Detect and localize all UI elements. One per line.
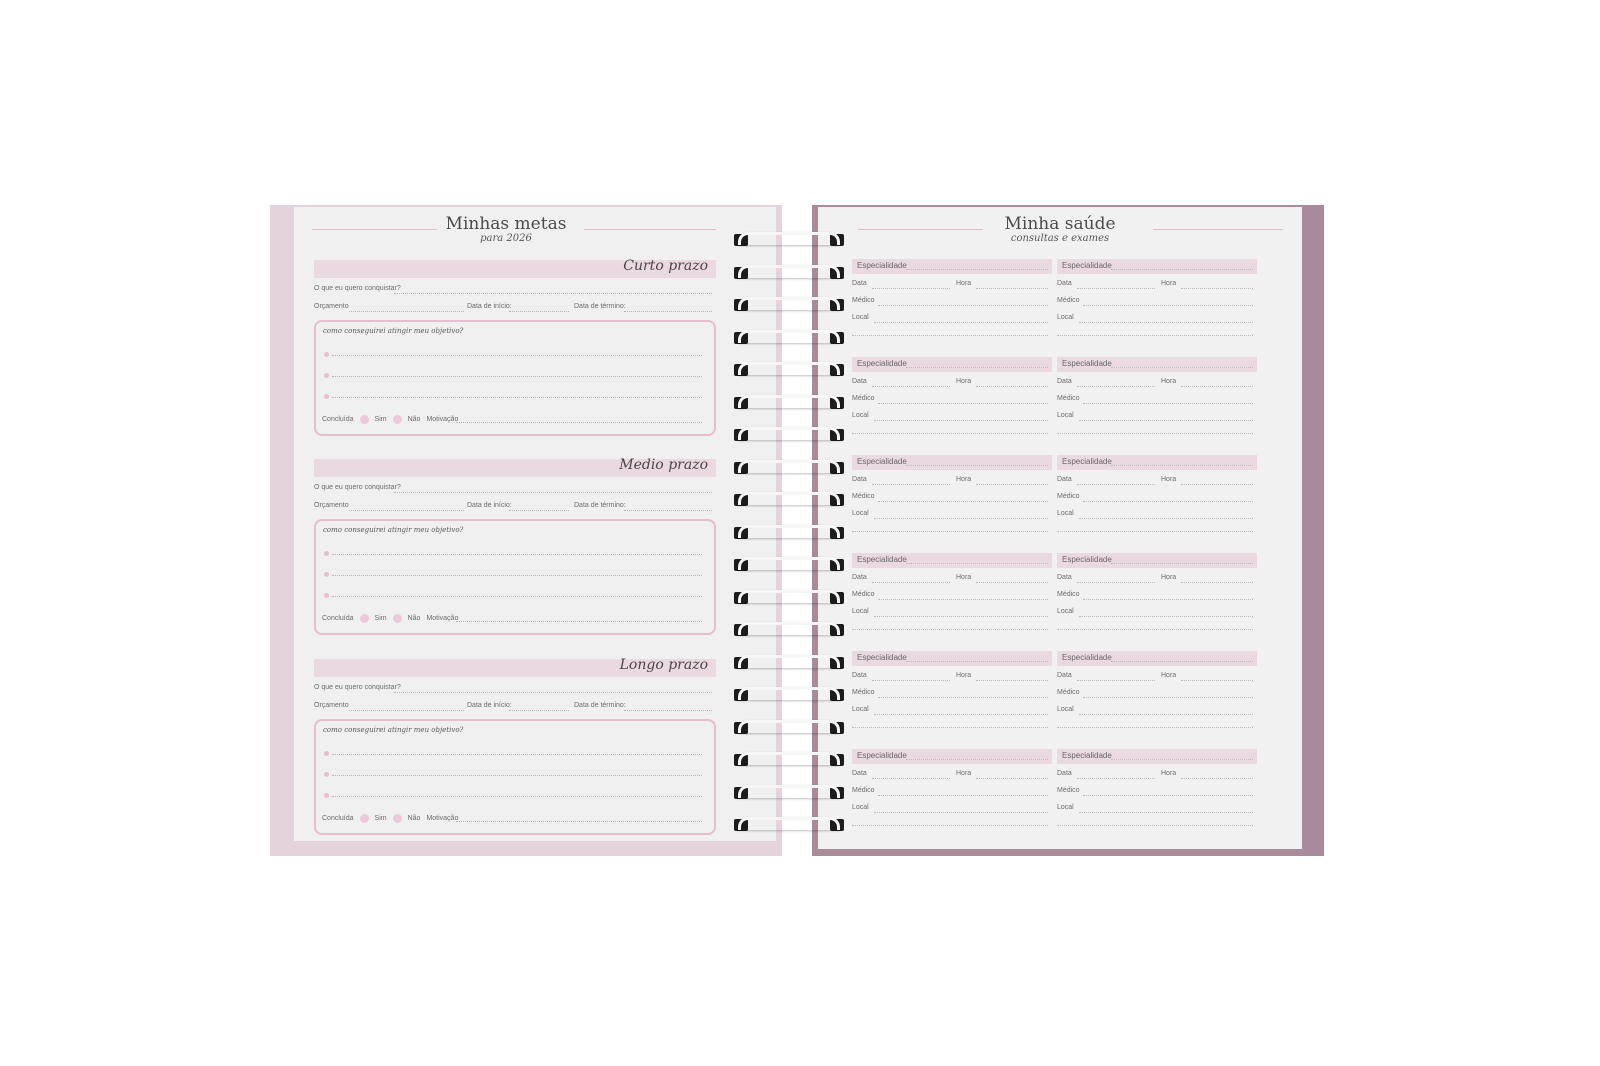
yes-label: Sim <box>374 416 387 423</box>
date-label: Data <box>1057 574 1072 581</box>
specialty-band <box>1057 651 1257 666</box>
specialty-label: Especialidade <box>1062 457 1112 466</box>
time-line[interactable] <box>1181 582 1253 583</box>
specialty-line[interactable] <box>906 465 1048 466</box>
doctor-line[interactable] <box>878 305 1048 306</box>
specialty-label: Especialidade <box>857 653 907 662</box>
doctor-label: Médico <box>852 493 875 500</box>
yes-checkbox[interactable] <box>360 415 369 424</box>
motivation-line[interactable] <box>456 621 702 622</box>
goal-question-line[interactable] <box>394 492 712 493</box>
appointment-card <box>1057 651 1257 741</box>
bullet-icon <box>324 572 329 577</box>
place-line[interactable] <box>1079 322 1253 323</box>
spiral-ring <box>734 525 844 543</box>
plan-line[interactable] <box>332 397 702 398</box>
ring-wire <box>738 590 840 603</box>
doctor-label: Médico <box>852 395 875 402</box>
goal-question-line[interactable] <box>394 692 712 693</box>
appointment-card <box>852 553 1052 643</box>
no-checkbox[interactable] <box>393 614 402 623</box>
doctor-line[interactable] <box>878 403 1048 404</box>
end-date-label: Data de término: <box>574 502 626 509</box>
specialty-band <box>1057 553 1257 568</box>
ring-wire <box>738 460 840 473</box>
specialty-line[interactable] <box>1111 759 1253 760</box>
ring-wire <box>738 525 840 538</box>
plan-box <box>314 320 716 436</box>
date-label: Data <box>1057 770 1072 777</box>
specialty-line[interactable] <box>1111 661 1253 662</box>
spiral-ring <box>734 460 844 478</box>
spiral-ring <box>734 427 844 445</box>
doctor-line[interactable] <box>1083 697 1253 698</box>
spiral-ring <box>734 655 844 673</box>
doctor-label: Médico <box>852 689 875 696</box>
doctor-line[interactable] <box>1083 305 1253 306</box>
place-label: Local <box>852 608 869 615</box>
plan-line[interactable] <box>332 355 702 356</box>
doctor-line[interactable] <box>878 795 1048 796</box>
spiral-ring <box>734 492 844 510</box>
time-label: Hora <box>956 476 972 483</box>
appointment-card <box>852 651 1052 741</box>
goal-question-line[interactable] <box>394 293 712 294</box>
done-label: Concluída <box>322 815 354 822</box>
motivation-label: Motivação <box>426 416 459 423</box>
appointment-card <box>852 455 1052 545</box>
place-label: Local <box>852 314 869 321</box>
specialty-line[interactable] <box>906 759 1048 760</box>
place-label: Local <box>852 510 869 517</box>
start-date-line[interactable] <box>509 311 569 312</box>
bullet-icon <box>324 593 329 598</box>
place-line[interactable] <box>1079 714 1253 715</box>
ring-wire <box>738 427 840 440</box>
place-line[interactable] <box>874 812 1048 813</box>
date-line[interactable] <box>1077 582 1155 583</box>
extra-line[interactable] <box>1057 629 1253 630</box>
extra-line[interactable] <box>852 825 1048 826</box>
specialty-line[interactable] <box>1111 367 1253 368</box>
ring-wire <box>738 720 840 733</box>
time-label: Hora <box>1161 476 1177 483</box>
date-line[interactable] <box>1077 680 1155 681</box>
time-label: Hora <box>956 574 972 581</box>
no-checkbox[interactable] <box>393 415 402 424</box>
extra-line[interactable] <box>1057 335 1253 336</box>
date-label: Data <box>852 672 867 679</box>
doctor-label: Médico <box>852 787 875 794</box>
specialty-band <box>852 357 1052 372</box>
doctor-line[interactable] <box>878 501 1048 502</box>
start-date-line[interactable] <box>509 510 569 511</box>
appointment-card <box>1057 553 1257 643</box>
extra-line[interactable] <box>852 433 1048 434</box>
spiral-ring <box>734 590 844 608</box>
end-date-label: Data de término: <box>574 303 626 310</box>
appointment-card <box>1057 259 1257 349</box>
spiral-ring <box>734 817 844 835</box>
date-line[interactable] <box>872 484 950 485</box>
budget-line[interactable] <box>349 510 464 511</box>
date-label: Data <box>852 476 867 483</box>
ring-wire <box>738 752 840 765</box>
doctor-label: Médico <box>1057 395 1080 402</box>
time-label: Hora <box>956 770 972 777</box>
doctor-label: Médico <box>852 591 875 598</box>
appointment-card <box>852 357 1052 447</box>
start-date-label: Data de início: <box>467 303 512 310</box>
bullet-icon <box>324 793 329 798</box>
specialty-band <box>852 553 1052 568</box>
goals-page <box>294 207 776 841</box>
budget-label: Orçamento <box>314 502 349 509</box>
doctor-line[interactable] <box>878 599 1048 600</box>
page-subtitle: consultas e exames <box>1010 233 1110 244</box>
ring-wire <box>738 785 840 798</box>
spiral-ring <box>734 265 844 283</box>
doctor-label: Médico <box>1057 787 1080 794</box>
appointment-card <box>1057 357 1257 447</box>
date-line[interactable] <box>872 582 950 583</box>
place-label: Local <box>1057 412 1074 419</box>
plan-question: como conseguirei atingir meu objetivo? <box>323 526 464 534</box>
date-label: Data <box>1057 378 1072 385</box>
yes-label: Sim <box>374 815 387 822</box>
page-title: Minhas metas <box>445 214 567 234</box>
date-line[interactable] <box>1077 288 1155 289</box>
no-label: Não <box>407 416 421 423</box>
doctor-label: Médico <box>1057 297 1080 304</box>
motivation-line[interactable] <box>456 821 702 822</box>
section-band <box>314 459 716 477</box>
extra-line[interactable] <box>1057 727 1253 728</box>
place-label: Local <box>1057 510 1074 517</box>
budget-label: Orçamento <box>314 303 349 310</box>
doctor-label: Médico <box>852 297 875 304</box>
place-line[interactable] <box>874 420 1048 421</box>
specialty-line[interactable] <box>1111 269 1253 270</box>
spiral-ring <box>734 622 844 640</box>
time-line[interactable] <box>976 484 1048 485</box>
specialty-label: Especialidade <box>857 751 907 760</box>
time-line[interactable] <box>1181 386 1253 387</box>
ring-wire <box>738 330 840 343</box>
bullet-icon <box>324 751 329 756</box>
end-date-line[interactable] <box>624 311 712 312</box>
specialty-band <box>1057 749 1257 764</box>
time-line[interactable] <box>1181 288 1253 289</box>
plan-box <box>314 719 716 835</box>
place-line[interactable] <box>874 322 1048 323</box>
plan-line[interactable] <box>332 754 702 755</box>
specialty-label: Especialidade <box>857 261 907 270</box>
place-line[interactable] <box>874 616 1048 617</box>
ring-wire <box>738 297 840 310</box>
start-date-label: Data de início: <box>467 502 512 509</box>
date-label: Data <box>1057 476 1072 483</box>
motivation-line[interactable] <box>456 422 702 423</box>
specialty-line[interactable] <box>906 367 1048 368</box>
end-date-line[interactable] <box>624 510 712 511</box>
no-label: Não <box>407 615 421 622</box>
bullet-icon <box>324 772 329 777</box>
plan-box <box>314 519 716 635</box>
place-line[interactable] <box>874 714 1048 715</box>
specialty-line[interactable] <box>1111 465 1253 466</box>
yes-checkbox[interactable] <box>360 614 369 623</box>
specialty-band <box>1057 455 1257 470</box>
bullet-icon <box>324 352 329 357</box>
specialty-line[interactable] <box>906 563 1048 564</box>
goal-question-label: O que eu quero conquistar? <box>314 484 401 491</box>
end-date-label: Data de término: <box>574 702 626 709</box>
bullet-icon <box>324 551 329 556</box>
time-label: Hora <box>956 280 972 287</box>
section-label: Curto prazo <box>623 258 708 274</box>
place-label: Local <box>852 412 869 419</box>
spiral-ring <box>734 297 844 315</box>
specialty-label: Especialidade <box>857 359 907 368</box>
specialty-label: Especialidade <box>857 555 907 564</box>
status-row <box>322 614 458 623</box>
appointment-card <box>1057 749 1257 839</box>
time-label: Hora <box>1161 770 1177 777</box>
place-label: Local <box>1057 314 1074 321</box>
specialty-label: Especialidade <box>857 457 907 466</box>
appointment-card <box>852 259 1052 349</box>
place-line[interactable] <box>1079 812 1253 813</box>
place-label: Local <box>1057 608 1074 615</box>
extra-line[interactable] <box>1057 825 1253 826</box>
spiral-ring <box>734 232 844 250</box>
section-label: Longo prazo <box>619 657 708 673</box>
spiral-ring <box>734 330 844 348</box>
extra-line[interactable] <box>1057 433 1253 434</box>
budget-label: Orçamento <box>314 702 349 709</box>
appointment-card <box>1057 455 1257 545</box>
specialty-label: Especialidade <box>1062 653 1112 662</box>
place-label: Local <box>1057 706 1074 713</box>
specialty-label: Especialidade <box>1062 751 1112 760</box>
specialty-label: Especialidade <box>1062 359 1112 368</box>
plan-line[interactable] <box>332 376 702 377</box>
date-label: Data <box>1057 280 1072 287</box>
health-title-block <box>818 215 1302 245</box>
plan-question: como conseguirei atingir meu objetivo? <box>323 726 464 734</box>
doctor-line[interactable] <box>1083 501 1253 502</box>
specialty-label: Especialidade <box>1062 261 1112 270</box>
spiral-ring <box>734 557 844 575</box>
place-line[interactable] <box>874 518 1048 519</box>
doctor-line[interactable] <box>1083 599 1253 600</box>
goal-question-label: O que eu quero conquistar? <box>314 285 401 292</box>
time-label: Hora <box>956 378 972 385</box>
ring-wire <box>738 395 840 408</box>
doctor-label: Médico <box>1057 689 1080 696</box>
specialty-line[interactable] <box>906 269 1048 270</box>
spiral-ring <box>734 362 844 380</box>
section-band <box>314 260 716 278</box>
date-label: Data <box>852 378 867 385</box>
spiral-ring <box>734 785 844 803</box>
bullet-icon <box>324 373 329 378</box>
date-label: Data <box>852 770 867 777</box>
place-label: Local <box>1057 804 1074 811</box>
specialty-band <box>1057 259 1257 274</box>
spiral-ring <box>734 395 844 413</box>
status-row <box>322 415 458 424</box>
time-label: Hora <box>1161 280 1177 287</box>
extra-line[interactable] <box>852 727 1048 728</box>
time-line[interactable] <box>976 778 1048 779</box>
time-line[interactable] <box>1181 778 1253 779</box>
plan-line[interactable] <box>332 796 702 797</box>
extra-line[interactable] <box>852 531 1048 532</box>
budget-line[interactable] <box>349 710 464 711</box>
doctor-line[interactable] <box>878 697 1048 698</box>
date-line[interactable] <box>872 386 950 387</box>
time-label: Hora <box>1161 378 1177 385</box>
bullet-icon <box>324 394 329 399</box>
start-date-label: Data de início: <box>467 702 512 709</box>
time-label: Hora <box>1161 672 1177 679</box>
extra-line[interactable] <box>1057 531 1253 532</box>
date-line[interactable] <box>1077 386 1155 387</box>
place-line[interactable] <box>1079 518 1253 519</box>
ring-wire <box>738 362 840 375</box>
plan-line[interactable] <box>332 575 702 576</box>
goal-question-label: O que eu quero conquistar? <box>314 684 401 691</box>
time-line[interactable] <box>1181 484 1253 485</box>
plan-line[interactable] <box>332 554 702 555</box>
done-label: Concluída <box>322 615 354 622</box>
date-line[interactable] <box>1077 778 1155 779</box>
no-label: Não <box>407 815 421 822</box>
spiral-ring <box>734 752 844 770</box>
plan-question: como conseguirei atingir meu objetivo? <box>323 327 464 335</box>
doctor-line[interactable] <box>1083 403 1253 404</box>
place-label: Local <box>852 804 869 811</box>
doctor-label: Médico <box>1057 591 1080 598</box>
spiral-ring <box>734 720 844 738</box>
motivation-label: Motivação <box>426 815 459 822</box>
ring-wire <box>738 265 840 278</box>
done-label: Concluída <box>322 416 354 423</box>
time-line[interactable] <box>976 386 1048 387</box>
start-date-line[interactable] <box>509 710 569 711</box>
spiral-ring <box>734 687 844 705</box>
time-label: Hora <box>1161 574 1177 581</box>
extra-line[interactable] <box>852 629 1048 630</box>
section-label: Medio prazo <box>619 457 708 473</box>
ring-wire <box>738 655 840 668</box>
extra-line[interactable] <box>852 335 1048 336</box>
date-line[interactable] <box>1077 484 1155 485</box>
specialty-band <box>1057 357 1257 372</box>
date-line[interactable] <box>872 778 950 779</box>
health-page <box>818 207 1302 849</box>
ring-wire <box>738 687 840 700</box>
date-label: Data <box>852 280 867 287</box>
doctor-line[interactable] <box>1083 795 1253 796</box>
time-line[interactable] <box>976 582 1048 583</box>
goals-title-block <box>236 215 776 245</box>
place-label: Local <box>852 706 869 713</box>
appointment-card <box>852 749 1052 839</box>
time-line[interactable] <box>1181 680 1253 681</box>
place-line[interactable] <box>1079 420 1253 421</box>
time-line[interactable] <box>976 680 1048 681</box>
specialty-band <box>852 749 1052 764</box>
date-label: Data <box>852 574 867 581</box>
status-row <box>322 814 458 823</box>
specialty-label: Especialidade <box>1062 555 1112 564</box>
yes-checkbox[interactable] <box>360 814 369 823</box>
date-label: Data <box>1057 672 1072 679</box>
ring-wire <box>738 492 840 505</box>
page-subtitle: para 2026 <box>480 233 532 244</box>
section-band <box>314 659 716 677</box>
specialty-line[interactable] <box>906 661 1048 662</box>
specialty-band <box>852 651 1052 666</box>
date-line[interactable] <box>872 288 950 289</box>
end-date-line[interactable] <box>624 710 712 711</box>
yes-label: Sim <box>374 615 387 622</box>
date-line[interactable] <box>872 680 950 681</box>
ring-wire <box>738 817 840 830</box>
specialty-band <box>852 259 1052 274</box>
doctor-label: Médico <box>1057 493 1080 500</box>
budget-line[interactable] <box>349 311 464 312</box>
plan-line[interactable] <box>332 596 702 597</box>
no-checkbox[interactable] <box>393 814 402 823</box>
ring-wire <box>738 232 840 245</box>
specialty-line[interactable] <box>1111 563 1253 564</box>
ring-wire <box>738 557 840 570</box>
time-label: Hora <box>956 672 972 679</box>
motivation-label: Motivação <box>426 615 459 622</box>
plan-line[interactable] <box>332 775 702 776</box>
place-line[interactable] <box>1079 616 1253 617</box>
specialty-band <box>852 455 1052 470</box>
ring-wire <box>738 622 840 635</box>
page-title: Minha saúde <box>1004 214 1116 234</box>
time-line[interactable] <box>976 288 1048 289</box>
